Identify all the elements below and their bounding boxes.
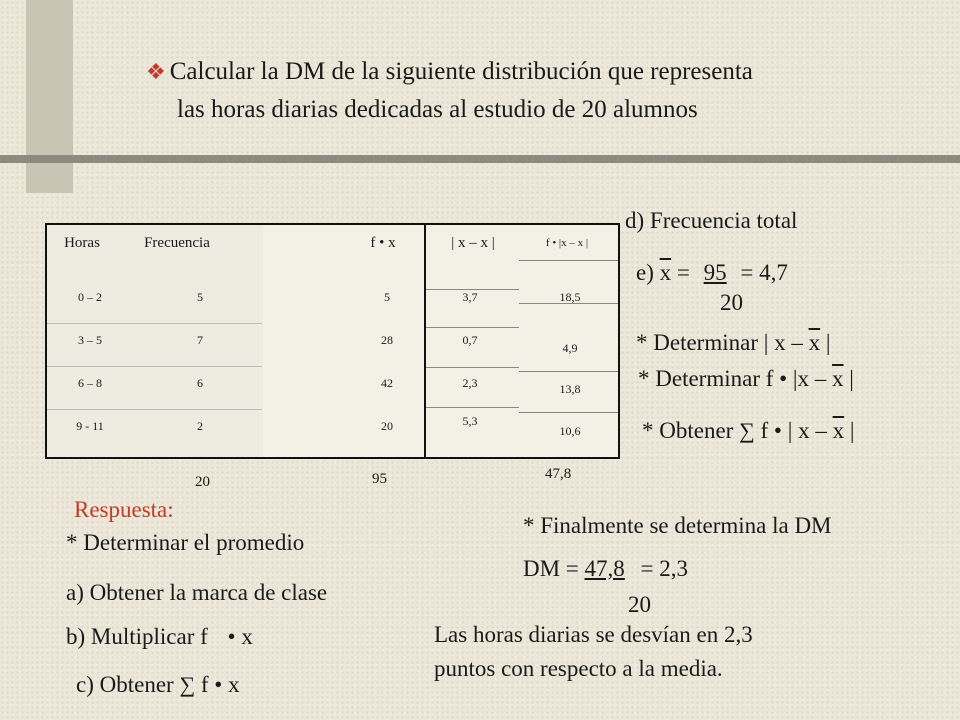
row-separator <box>519 260 618 261</box>
text: | <box>825 330 831 355</box>
row-separator <box>426 327 521 328</box>
header-deviation: | x – x | <box>451 235 495 251</box>
text: * Obtener <box>642 418 734 443</box>
cell-fx-1: 28 <box>381 333 393 347</box>
cell-fx-2: 42 <box>381 376 393 390</box>
mean-symbol: $\overline{x}$ <box>832 418 845 443</box>
diamond-bullet-icon: ❖ <box>146 59 166 84</box>
text: | <box>849 366 854 391</box>
cell-frec-0: 5 <box>197 290 203 304</box>
cell-dev-1: 0,7 <box>462 333 478 347</box>
header-fx: f • x <box>370 235 396 251</box>
cell-frec-3: 2 <box>197 419 203 433</box>
mean-symbol: $\overline{x}$ <box>832 366 844 391</box>
text: | <box>849 418 855 443</box>
respuesta-label: Respuesta: <box>74 497 174 522</box>
text: * Determinar | x – <box>636 330 803 355</box>
cell-fdev-3: 10,6 <box>559 424 581 438</box>
cell-horas-0: 0 – 2 <box>78 290 102 304</box>
cell-frec-1: 7 <box>197 333 203 347</box>
decorative-line <box>0 155 960 163</box>
text: f • x <box>200 672 240 697</box>
fraction-numerator: 95 <box>703 260 727 285</box>
row-separator <box>519 371 618 372</box>
step-d: d) Frecuencia total <box>625 208 798 233</box>
text: * Determinar f • |x – <box>638 366 827 391</box>
fraction-numerator: 47,8 <box>584 556 625 581</box>
row-separator <box>47 366 262 367</box>
text: • x <box>227 624 253 649</box>
text: f • | x – <box>760 418 827 443</box>
cell-frec-2: 6 <box>197 376 203 390</box>
total-fx: 95 <box>372 471 387 487</box>
cell-fdev-2: 13,8 <box>559 382 581 396</box>
conclusion-line-1: Las horas diarias se desvían en 2,3 <box>434 622 753 647</box>
cell-fdev-1: 4,9 <box>562 341 578 355</box>
cell-horas-1: 3 – 5 <box>78 333 102 347</box>
step-c <box>76 672 240 698</box>
fraction-denominator: 20 <box>720 290 743 315</box>
step-determinar-promedio: * Determinar el promedio <box>66 530 305 555</box>
dm-denominator: 20 <box>628 592 651 617</box>
cell-dev-3: 5,3 <box>462 414 478 428</box>
step-e <box>636 260 788 286</box>
row-separator <box>47 323 262 324</box>
total-fdev: 47,8 <box>545 466 572 482</box>
cell-fx-3: 20 <box>381 419 393 433</box>
title-line-1 <box>146 58 753 86</box>
sigma-icon: ∑ <box>739 418 755 443</box>
equals: = <box>676 260 690 285</box>
decorative-square <box>26 0 73 193</box>
step-determinar-weighted <box>638 366 854 392</box>
text: c) Obtener <box>76 672 174 697</box>
text: b) Multiplicar f <box>66 624 208 649</box>
title-text-1: Calcular la DM de la siguiente distribución que representa <box>169 58 753 85</box>
row-separator <box>426 367 521 368</box>
step-e-prefix: e) <box>636 260 654 285</box>
sigma-icon: ∑ <box>179 672 196 697</box>
step-a: a) Obtener la marca de clase <box>66 580 328 605</box>
cell-horas-2: 6 – 8 <box>78 376 102 390</box>
total-frecuencia: 20 <box>195 474 210 490</box>
cell-dev-2: 2,3 <box>462 376 478 390</box>
cell-fdev-0: 18,5 <box>559 290 581 304</box>
step-obtener-sum <box>642 418 854 444</box>
mean-symbol: $\overline{x}$ <box>659 260 672 285</box>
header-frecuencia: Frecuencia <box>144 235 210 251</box>
text: DM = <box>523 556 579 581</box>
mean-symbol: $\overline{x}$ <box>808 330 821 355</box>
row-separator <box>47 409 262 410</box>
header-horas: Horas <box>64 235 100 251</box>
conclusion-line-2: puntos con respecto a la media. <box>434 656 723 681</box>
cell-horas-3: 9 - 11 <box>76 419 104 433</box>
header-weighted-deviation: f • |x – x | <box>545 237 589 249</box>
step-b <box>66 624 253 650</box>
mean-result: = 4,7 <box>740 260 788 285</box>
cell-fx-0: 5 <box>384 290 390 304</box>
dm-result: = 2,3 <box>640 556 689 581</box>
row-separator <box>519 412 618 413</box>
step-final: * Finalmente se determina la DM <box>523 513 832 538</box>
step-determinar-deviation <box>636 330 830 356</box>
cell-dev-0: 3,7 <box>462 290 478 304</box>
row-separator <box>426 407 521 408</box>
title-line-2: las horas diarias dedicadas al estudio de 20 alumnos <box>177 96 698 123</box>
dm-formula <box>523 556 688 582</box>
